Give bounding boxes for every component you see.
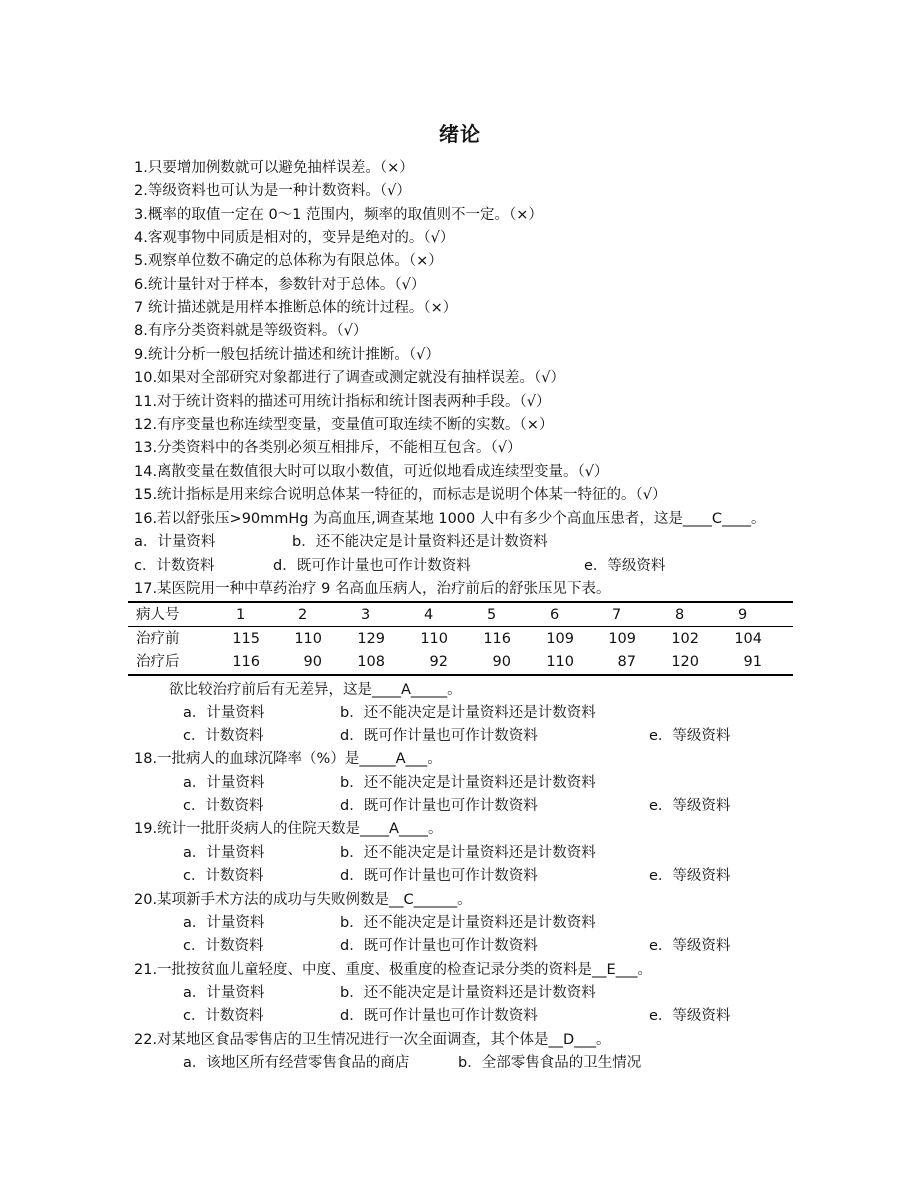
question-18-option-a: a．计量资料 <box>183 775 265 791</box>
table-cell-before: 110 <box>420 631 448 647</box>
table-cell-before: 102 <box>671 631 699 647</box>
question-21-stem: 21.一批按贫血儿童轻度、中度、重度、极重度的检查记录分类的资料是__E___。 <box>134 962 652 978</box>
table-header-patient: 1 <box>236 607 246 623</box>
question-20-option-d: d．既可作计量也可作计数资料 <box>340 938 538 954</box>
statement-1: 1.只要增加例数就可以避免抽样误差。（×） <box>134 160 414 176</box>
question-21-option-e: e．等级资料 <box>649 1008 731 1024</box>
question-18-option-d: d．既可作计量也可作计数资料 <box>340 798 538 814</box>
table-header-patient: 5 <box>487 607 497 623</box>
question-18-option-e: e．等级资料 <box>649 798 731 814</box>
table-header-patient: 3 <box>361 607 371 623</box>
table-cell-after: 92 <box>429 654 448 670</box>
question-19-option-e: e．等级资料 <box>649 868 731 884</box>
question-16-option-b: b．还不能决定是计量资料还是计数资料 <box>292 534 548 550</box>
question-20-option-e: e．等级资料 <box>649 938 731 954</box>
statement-3: 3.概率的取值一定在 0～1 范围内，频率的取值则不一定。（×） <box>134 207 543 223</box>
statement-9: 9.统计分析一般包括统计描述和统计推断。（√） <box>134 347 440 363</box>
table-header-patient: 2 <box>298 607 308 623</box>
table-cell-before: 116 <box>483 631 511 647</box>
question-17-sub: 欲比较治疗前后有无差异，这是____A_____。 <box>169 682 462 698</box>
table-row-label-after: 治疗后 <box>136 654 180 670</box>
question-18-option-c: c．计数资料 <box>183 798 264 814</box>
table-header-rule <box>128 626 793 627</box>
question-22-option-b: b．全部零售食品的卫生情况 <box>458 1055 642 1071</box>
statement-4: 4.客观事物中同质是相对的，变异是绝对的。（√） <box>134 230 455 246</box>
table-cell-before: 110 <box>294 631 322 647</box>
question-16-option-d: d．既可作计量也可作计数资料 <box>273 558 471 574</box>
question-17-option-e: e．等级资料 <box>649 728 731 744</box>
table-cell-before: 129 <box>357 631 385 647</box>
statement-5: 5.观察单位数不确定的总体称为有限总体。（×） <box>134 253 443 269</box>
question-16-option-e: e．等级资料 <box>584 558 666 574</box>
table-header-patient: 6 <box>550 607 560 623</box>
question-20-option-c: c．计数资料 <box>183 938 264 954</box>
table-cell-after: 90 <box>303 654 322 670</box>
table-cell-after: 108 <box>357 654 385 670</box>
question-16-option-a: a．计量资料 <box>134 534 216 550</box>
table-header-patient: 8 <box>675 607 685 623</box>
table-cell-before: 115 <box>232 631 260 647</box>
question-20-option-a: a．计量资料 <box>183 915 265 931</box>
question-18-stem: 18.一批病人的血球沉降率（%）是_____A___。 <box>134 751 442 767</box>
table-cell-after: 110 <box>546 654 574 670</box>
statement-12: 12.有序变量也称连续型变量，变量值可取连续不断的实数。（×） <box>134 417 554 433</box>
question-16-stem: 16.若以舒张压>90mmHg 为高血压,调查某地 1000 人中有多少个高血压患者，这是____C____。 <box>134 511 766 527</box>
table-cell-after: 116 <box>232 654 260 670</box>
question-21-option-d: d．既可作计量也可作计数资料 <box>340 1008 538 1024</box>
statement-6: 6.统计量针对于样本，参数针对于总体。（√） <box>134 277 426 293</box>
statement-13: 13.分类资料中的各类别必须互相排斥，不能相互包含。（√） <box>134 440 522 456</box>
question-17-option-a: a．计量资料 <box>183 705 265 721</box>
statement-15: 15.统计指标是用来综合说明总体某一特征的，而标志是说明个体某一特征的。（√） <box>134 487 667 503</box>
question-19-stem: 19.统计一批肝炎病人的住院天数是____A____。 <box>134 821 443 837</box>
table-header-patient: 7 <box>612 607 622 623</box>
table-row-label-before: 治疗前 <box>136 631 180 647</box>
question-20-stem: 20.某项新手术方法的成功与失败例数是__C______。 <box>134 892 472 908</box>
statement-11: 11.对于统计资料的描述可用统计指标和统计图表两种手段。（√） <box>134 394 551 410</box>
statement-14: 14.离散变量在数值很大时可以取小数值，可近似地看成连续型变量。（√） <box>134 464 609 480</box>
question-21-option-a: a．计量资料 <box>183 985 265 1001</box>
table-cell-after: 91 <box>743 654 762 670</box>
table-header-label: 病人号 <box>136 607 180 623</box>
table-header-patient: 9 <box>738 607 748 623</box>
statement-2: 2.等级资料也可认为是一种计数资料。（√） <box>134 183 411 199</box>
question-19-option-c: c．计数资料 <box>183 868 264 884</box>
question-22-stem: 22.对某地区食品零售店的卫生情况进行一次全面调查，其个体是__D___。 <box>134 1032 611 1048</box>
question-17-option-b: b．还不能决定是计量资料还是计数资料 <box>340 705 596 721</box>
question-17-option-c: c．计数资料 <box>183 728 264 744</box>
question-19-option-d: d．既可作计量也可作计数资料 <box>340 868 538 884</box>
question-21-option-c: c．计数资料 <box>183 1008 264 1024</box>
page-title: 绪论 <box>439 122 481 146</box>
question-19-option-b: b．还不能决定是计量资料还是计数资料 <box>340 845 596 861</box>
table-cell-before: 109 <box>608 631 636 647</box>
question-19-option-a: a．计量资料 <box>183 845 265 861</box>
table-cell-after: 87 <box>617 654 636 670</box>
table-cell-before: 104 <box>734 631 762 647</box>
question-16-option-c: c．计数资料 <box>134 558 215 574</box>
question-18-option-b: b．还不能决定是计量资料还是计数资料 <box>340 775 596 791</box>
table-bottom-rule <box>128 674 793 676</box>
table-cell-before: 109 <box>546 631 574 647</box>
table-cell-after: 120 <box>671 654 699 670</box>
question-21-option-b: b．还不能决定是计量资料还是计数资料 <box>340 985 596 1001</box>
question-17-stem: 17.某医院用一种中草药治疗 9 名高血压病人，治疗前后的舒张压见下表。 <box>134 581 611 597</box>
table-top-rule <box>128 601 793 603</box>
table-cell-after: 90 <box>492 654 511 670</box>
question-22-option-a: a．该地区所有经营零售食品的商店 <box>183 1055 410 1071</box>
statement-10: 10.如果对全部研究对象都进行了调查或测定就没有抽样误差。（√） <box>134 370 566 386</box>
statement-8: 8.有序分类资料就是等级资料。（√） <box>134 323 368 339</box>
statement-7: 7 统计描述就是用样本推断总体的统计过程。（×） <box>134 300 458 316</box>
question-17-option-d: d．既可作计量也可作计数资料 <box>340 728 538 744</box>
question-20-option-b: b．还不能决定是计量资料还是计数资料 <box>340 915 596 931</box>
table-header-patient: 4 <box>424 607 434 623</box>
